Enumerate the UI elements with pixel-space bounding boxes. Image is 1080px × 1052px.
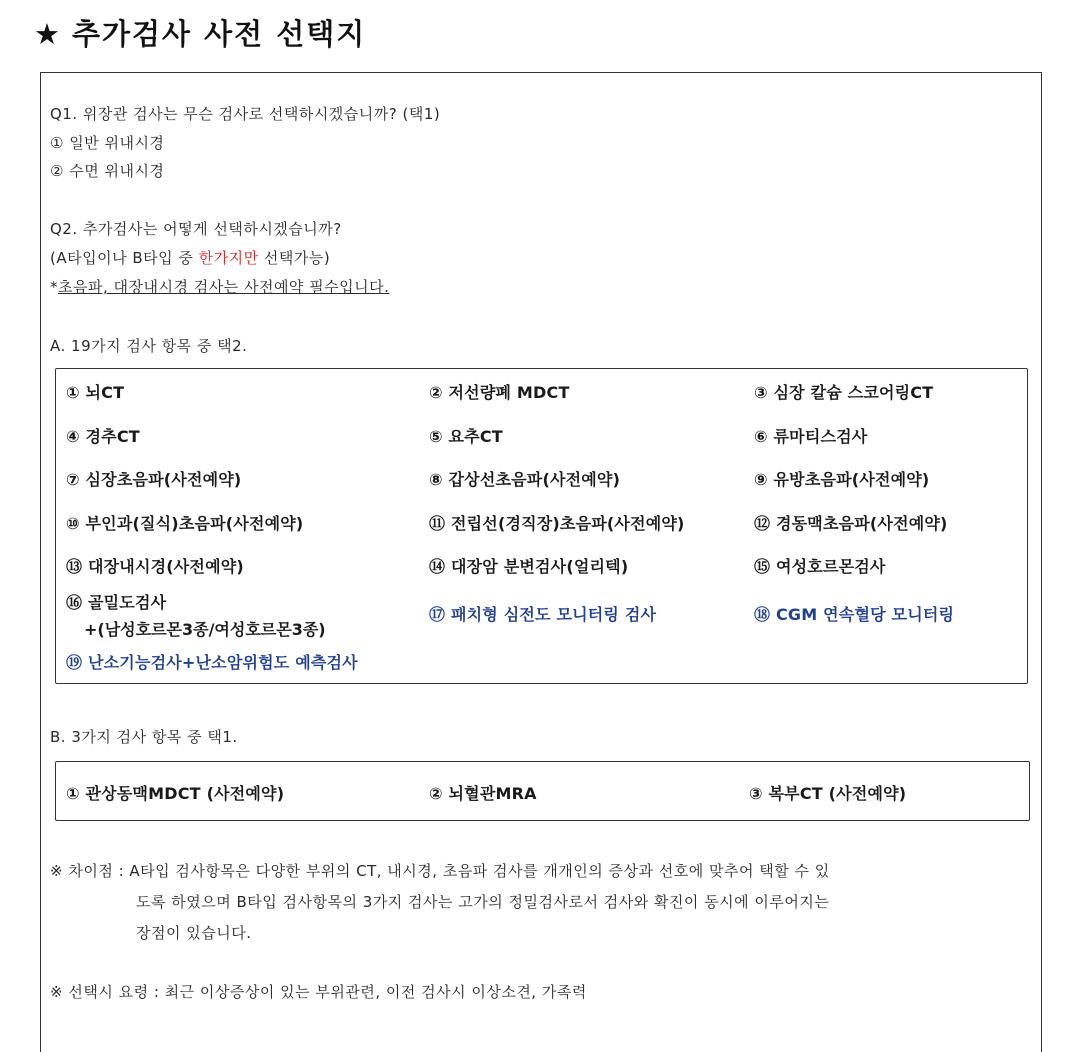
item-a3[interactable]: ③ 심장 칼슘 스코어링CT <box>754 383 934 402</box>
star-icon: ★ <box>34 17 62 51</box>
q1-option-general[interactable]: ① 일반 위내시경 <box>50 134 165 152</box>
item-a13[interactable]: ⑬ 대장내시경(사전예약) <box>66 557 244 576</box>
item-a19[interactable]: ⑲ 난소기능검사+난소암위험도 예측검사 <box>66 653 358 672</box>
item-b3[interactable]: ③ 복부CT (사전예약) <box>749 784 907 803</box>
difference-note-line3: 장점이 있습니다. <box>136 924 252 942</box>
item-a5[interactable]: ⑤ 요추CT <box>429 427 503 446</box>
difference-note-line2: 도록 하였으며 B타입 검사항목의 3가지 검사는 고가의 정밀검사로서 검사와 확진이 동시에 이루어지는 <box>136 893 830 911</box>
item-a15[interactable]: ⑮ 여성호르몬검사 <box>754 557 886 576</box>
q2-only-one-highlight: 한가지만 <box>198 249 259 267</box>
q2-instruction <box>50 247 330 268</box>
item-a8[interactable]: ⑧ 갑상선초음파(사전예약) <box>429 470 621 489</box>
item-b1[interactable]: ① 관상동맥MDCT (사전예약) <box>66 784 285 803</box>
item-a16[interactable]: ⑯ 골밀도검사 <box>66 593 167 612</box>
difference-note <box>50 856 1040 949</box>
section-a-heading: A. 19가지 검사 항목 중 택2. <box>50 337 248 355</box>
q2-note-star: * <box>50 278 58 296</box>
item-a7[interactable]: ⑦ 심장초음파(사전예약) <box>66 470 242 489</box>
item-a12[interactable]: ⑫ 경동맥초음파(사전예약) <box>754 514 948 533</box>
item-a18[interactable]: ⑱ CGM 연속혈당 모니터링 <box>754 605 955 624</box>
item-a4[interactable]: ④ 경추CT <box>66 427 140 446</box>
q2-note-text: 초음파, 대장내시경 검사는 사전예약 필수입니다. <box>58 278 390 296</box>
item-b2[interactable]: ② 뇌혈관MRA <box>429 784 537 803</box>
q2-question: Q2. 추가검사는 어떻게 선택하시겠습니까? <box>50 220 342 238</box>
item-a9[interactable]: ⑨ 유방초음파(사전예약) <box>754 470 930 489</box>
page-title <box>34 12 366 53</box>
item-a1[interactable]: ① 뇌CT <box>66 383 125 402</box>
item-a2[interactable]: ② 저선량폐 MDCT <box>429 383 570 402</box>
item-a17[interactable]: ⑰ 패치형 심전도 모니터링 검사 <box>429 605 657 624</box>
q1-question: Q1. 위장관 검사는 무슨 검사로 선택하시겠습니까? (택1) <box>50 105 441 123</box>
item-a14[interactable]: ⑭ 대장암 분변검사(얼리텍) <box>429 557 629 576</box>
selection-guide-note: ※ 선택시 요령 : 최근 이상증상이 있는 부위관련, 이전 검사시 이상소견, 가족력 <box>50 983 587 1001</box>
q2-reservation-note <box>50 276 389 297</box>
q2-instruction-suffix: 선택가능) <box>258 249 331 267</box>
item-a11[interactable]: ⑪ 전립선(경직장)초음파(사전예약) <box>429 514 685 533</box>
section-b-heading: B. 3가지 검사 항목 중 택1. <box>50 728 238 746</box>
q1-option-sleep[interactable]: ② 수면 위내시경 <box>50 162 165 180</box>
item-a6[interactable]: ⑥ 류마티스검사 <box>754 427 868 446</box>
item-a10[interactable]: ⑩ 부인과(질식)초음파(사전예약) <box>66 514 304 533</box>
page-title-text: 추가검사 사전 선택지 <box>72 17 367 51</box>
q2-instruction-prefix: (A타입이나 B타입 중 <box>50 249 199 267</box>
difference-note-line1: ※ 차이점 : A타입 검사항목은 다양한 부위의 CT, 내시경, 초음파 검사를 개개인의 증상과 선호에 맞추어 택할 수 있 <box>50 862 830 880</box>
item-a16-sub: +(남성호르몬3종/여성호르몬3종) <box>84 620 326 639</box>
